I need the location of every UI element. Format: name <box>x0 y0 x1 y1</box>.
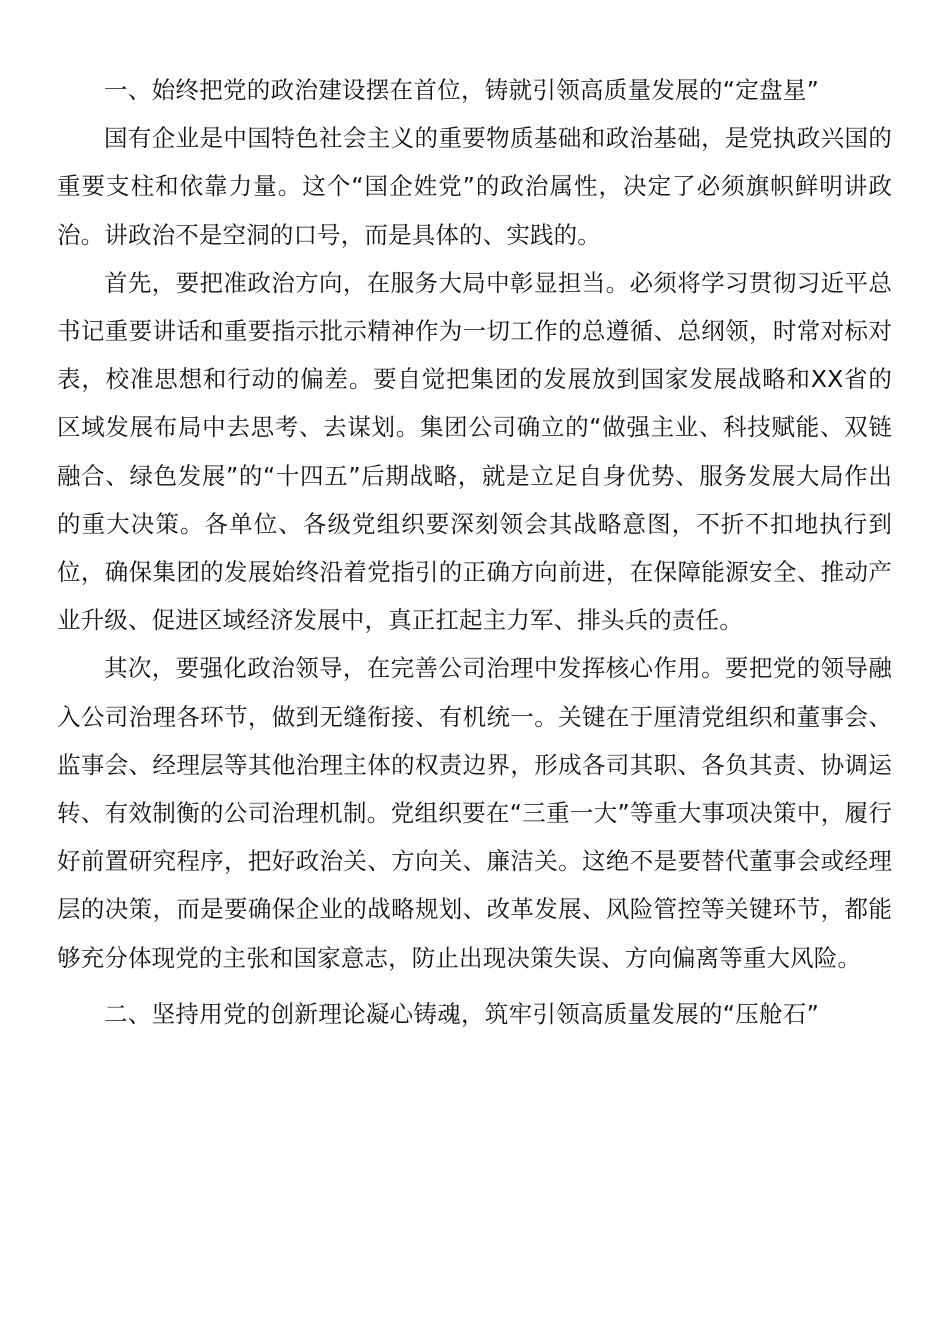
document-page <box>57 66 892 1038</box>
body-paragraph-1: 国有企业是中国特色社会主义的重要物质基础和政治基础，是党执政兴国的重要支柱和依靠力量。这个“国企姓党”的政治属性，决定了必须旗帜鲜明讲政治。讲政治不是空洞的口号，而是具体的、实践的。 <box>57 124 892 249</box>
section-heading-2: 二、坚持用党的创新理论凝心铸魂，筑牢引领高质量发展的“压舱石” <box>104 999 820 1028</box>
section-heading-1: 一、始终把党的政治建设摆在首位，铸就引领高质量发展的“定盘星” <box>104 76 820 104</box>
body-paragraph-3: 其次，要强化政治领导，在完善公司治理中发挥核心作用。要把党的领导融入公司治理各环节，做到无缝衔接、有机统一。关键在于厘清党组织和董事会、监事会、经理层等其他治理主体的权责边界，形成各司其职、各负其责、协调运转、有效制衡的公司治理机制。党组织要在“三重一大”等重大事项决策中，履行好前置研究程序，把好政治关、方向关、廉洁关。这绝不是要替代董事会或经理层的决策，而是要确保企业的战略规划、改革发展、风险管控等关键环节，都能够充分体现党的主张和国家意志，防止出现决策失误、方向偏离等重大风险。 <box>57 654 892 972</box>
body-paragraph-2: 首先，要把准政治方向，在服务大局中彰显担当。必须将学习贯彻习近平总书记重要讲话和重要指示批示精神作为一切工作的总遵循、总纲领，时常对标对表，校准思想和行动的偏差。要自觉把集团的发展放到国家发展战略和XX省的区域发展布局中去思考、去谋划。集团公司确立的“做强主业、科技赋能、双链融合、绿色发展”的“十四五”后期战略，就是立足自身优势、服务发展大局作出的重大决策。各单位、各级党组织要深刻领会其战略意图，不折不扣地执行到位，确保集团的发展始终沿着党指引的正确方向前进，在保障能源安全、推动产业升级、促进区域经济发展中，真正扛起主力军、排头兵的责任。 <box>57 268 892 635</box>
